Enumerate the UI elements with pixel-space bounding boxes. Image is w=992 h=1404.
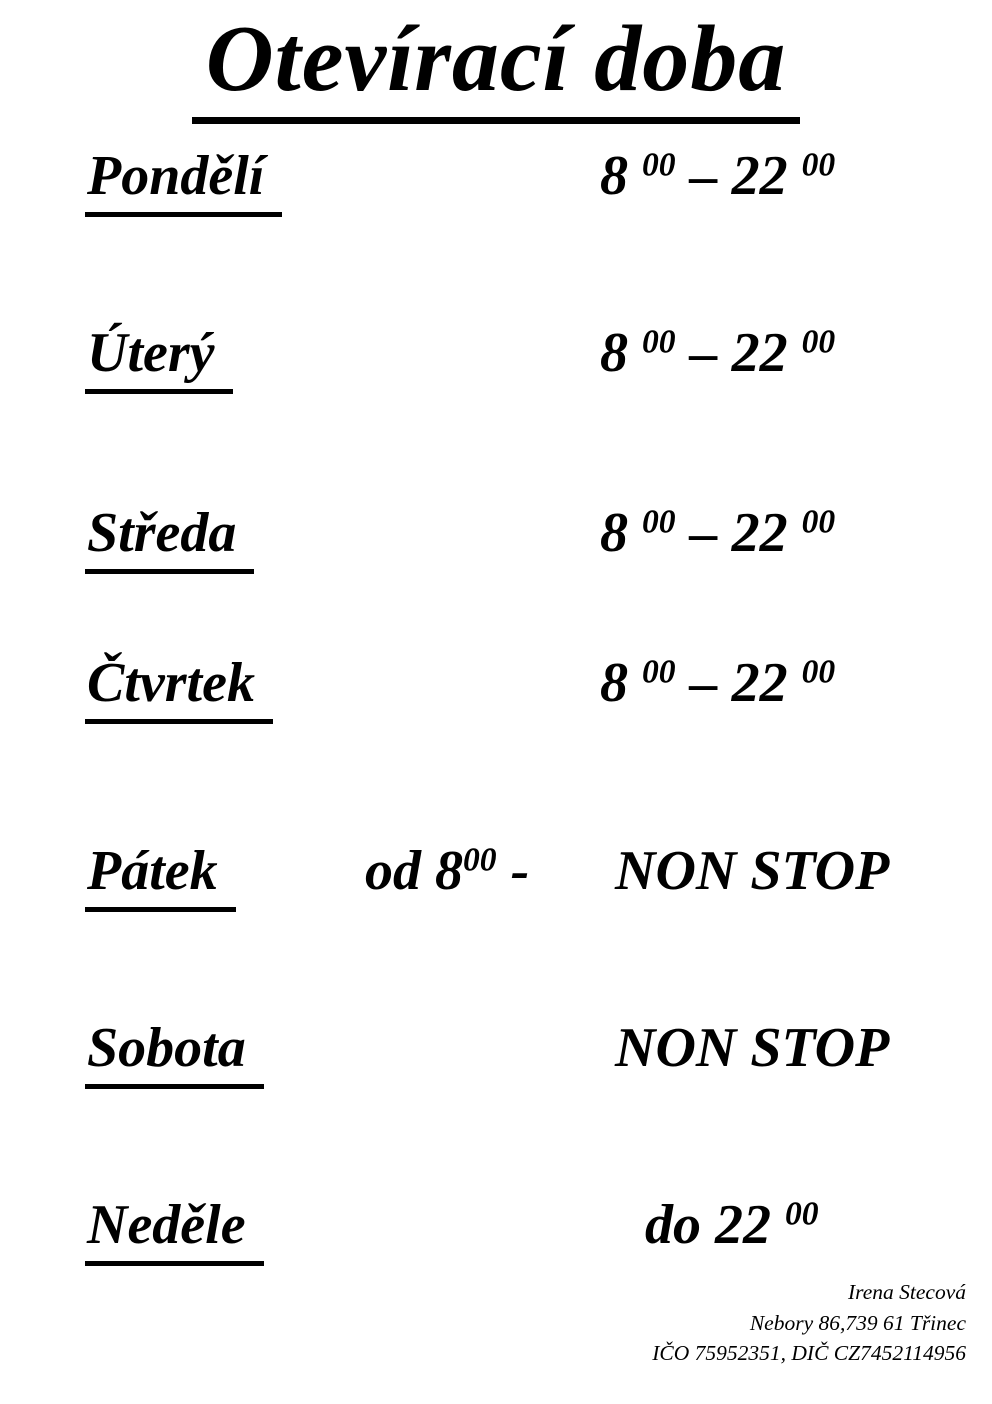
hours-value <box>645 1192 819 1258</box>
time-superscript: 00 <box>463 841 497 879</box>
opening-hours-row <box>0 650 992 740</box>
footer-owner-name: Irena Stecová <box>848 1280 966 1304</box>
day-label: Pondělí <box>85 143 282 217</box>
time-superscript: 00 <box>801 146 836 184</box>
time-superscript: 00 <box>642 503 676 541</box>
hours-value <box>600 320 835 386</box>
day-label: Pátek <box>85 838 236 912</box>
opening-hours-row <box>0 500 992 590</box>
hours-value <box>615 1015 889 1081</box>
time-text: od 8 <box>365 840 463 902</box>
time-text: – 22 <box>675 652 802 714</box>
time-prefix <box>365 838 529 904</box>
footer-address: Nebory 86,739 61 Třinec <box>749 1310 966 1335</box>
time-text: do 22 <box>645 1194 785 1256</box>
opening-hours-row <box>0 143 992 233</box>
footer-business-info <box>652 1277 966 1369</box>
opening-hours-row <box>0 320 992 410</box>
time-text: – 22 <box>675 502 802 564</box>
opening-hours-row <box>0 838 992 928</box>
page-title: Otevírací doba <box>192 8 800 124</box>
time-text: 8 <box>600 322 642 384</box>
time-text: – 22 <box>675 322 802 384</box>
day-label: Neděle <box>85 1192 264 1266</box>
time-superscript: 00 <box>801 653 836 691</box>
time-superscript: 00 <box>785 1195 819 1233</box>
opening-hours-row <box>0 1192 992 1282</box>
day-label: Středa <box>85 500 254 574</box>
time-text: 8 <box>600 145 642 207</box>
day-label: Úterý <box>85 320 233 394</box>
time-superscript: 00 <box>642 653 676 691</box>
opening-hours-row <box>0 1015 992 1105</box>
time-superscript: 00 <box>642 146 676 184</box>
time-superscript: 00 <box>801 323 836 361</box>
time-superscript: 00 <box>801 503 836 541</box>
time-text: – 22 <box>675 145 802 207</box>
hours-value <box>600 143 835 209</box>
hours-value <box>615 838 889 904</box>
footer-registration-numbers: IČO 75952351, DIČ CZ7452114956 <box>652 1341 966 1366</box>
time-text: 8 <box>600 652 642 714</box>
time-text: - <box>496 840 530 902</box>
hours-value <box>600 500 835 566</box>
day-label: Čtvrtek <box>85 650 273 724</box>
title-wrap <box>0 8 992 124</box>
time-text: NON STOP <box>615 840 890 902</box>
time-text: NON STOP <box>615 1017 890 1079</box>
time-superscript: 00 <box>642 323 676 361</box>
hours-value <box>600 650 835 716</box>
time-text: 8 <box>600 502 642 564</box>
day-label: Sobota <box>85 1015 264 1089</box>
